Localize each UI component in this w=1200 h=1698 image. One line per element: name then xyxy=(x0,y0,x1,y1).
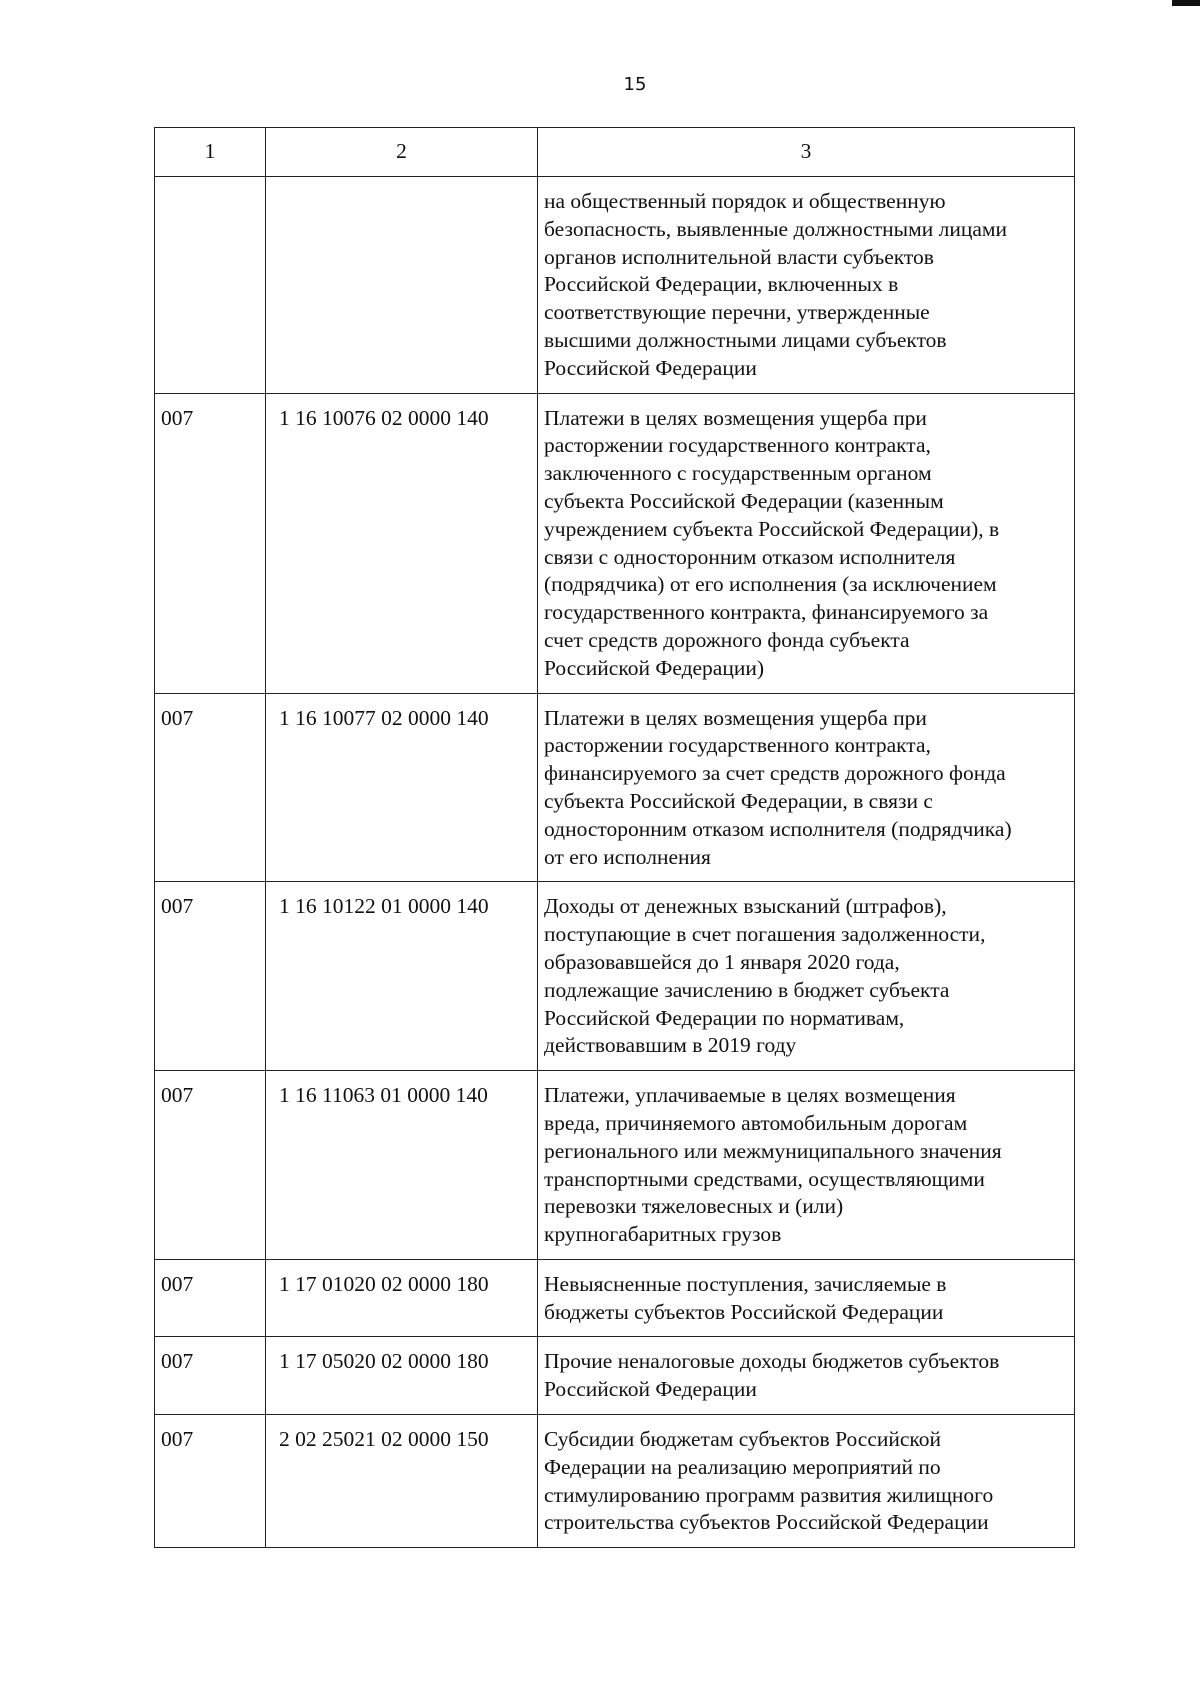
table-row xyxy=(155,1415,1075,1548)
description-cell xyxy=(538,882,1075,1071)
budget-code-cell: 1 16 10076 02 0000 140 xyxy=(266,393,538,693)
description-text: Невыясненные поступления, зачисляемые в бюджеты субъектов Российской Федерации xyxy=(544,1271,947,1324)
table-header-row xyxy=(155,128,1075,177)
description-text: на общественный порядок и общественную безопасность, выявленные должностными лицами органов исполнительной власти субъектов Российской Федерации, включенных в соответствующие перечни, утвержденные высшими должностными лицами субъектов Российской Федерации xyxy=(544,189,1008,380)
column-header-3: 3 xyxy=(538,128,1075,177)
description-cell xyxy=(538,393,1075,693)
description-cell xyxy=(538,1259,1075,1337)
description-cell xyxy=(538,1071,1075,1260)
admin-code-cell: 007 xyxy=(155,1259,266,1337)
page-number: 15 xyxy=(623,74,647,95)
description-text: Доходы от денежных взысканий (штрафов), поступающие в счет погашения задолженности, образовавшейся до 1 января 2020 года, подлежащие зачислению в бюджет субъекта Российской Федерации по нормативам, действовавшим в 2019 году xyxy=(544,894,986,1058)
table-row xyxy=(155,1337,1075,1415)
table-row xyxy=(155,1071,1075,1260)
budget-code-cell xyxy=(266,177,538,394)
description-cell xyxy=(538,693,1075,882)
admin-code-cell: 007 xyxy=(155,1337,266,1415)
description-text: Платежи в целях возмещения ущерба при расторжении государственного контракта, заключенного с государственным органом субъекта Российской Федерации (казенным учреждением субъекта Российской Федерации), в связи с односторонним отказом исполнителя (подрядчика) от его исполнения (за исключением государственного контракта, финансируемого за счет средств дорожного фонда субъекта Российской Федерации) xyxy=(544,405,1000,680)
budget-code-cell: 1 16 10122 01 0000 140 xyxy=(266,882,538,1071)
scan-corner-mark xyxy=(1172,0,1200,6)
admin-code-cell xyxy=(155,177,266,394)
admin-code-cell: 007 xyxy=(155,693,266,882)
revenue-codes-table xyxy=(154,127,1075,1548)
description-text: Платежи в целях возмещения ущерба при расторжении государственного контракта, финансируемого за счет средств дорожного фонда субъекта Российской Федерации, в связи с односторонним отказом исполнителя (подрядчика) от его исполнения xyxy=(544,705,1012,869)
budget-code-cell: 1 17 05020 02 0000 180 xyxy=(266,1337,538,1415)
description-text: Субсидии бюджетам субъектов Российской Федерации на реализацию мероприятий по стимулированию программ развития жилищного строительства субъектов Российской Федерации xyxy=(544,1427,994,1535)
column-header-2: 2 xyxy=(266,128,538,177)
table-row xyxy=(155,882,1075,1071)
description-cell xyxy=(538,1337,1075,1415)
admin-code-cell: 007 xyxy=(155,1415,266,1548)
description-text: Прочие неналоговые доходы бюджетов субъектов Российской Федерации xyxy=(544,1349,1000,1402)
budget-code-cell: 1 16 11063 01 0000 140 xyxy=(266,1071,538,1260)
table-row xyxy=(155,393,1075,693)
budget-code-cell: 1 17 01020 02 0000 180 xyxy=(266,1259,538,1337)
description-text: Платежи, уплачиваемые в целях возмещения вреда, причиняемого автомобильным дорогам регионального или межмуниципального значения транспортными средствами, осуществляющими перевозки тяжеловесных и (или) крупногабаритных грузов xyxy=(544,1083,1002,1247)
admin-code-cell: 007 xyxy=(155,882,266,1071)
table-row xyxy=(155,1259,1075,1337)
column-header-1: 1 xyxy=(155,128,266,177)
table-row xyxy=(155,177,1075,394)
description-cell xyxy=(538,177,1075,394)
table-row xyxy=(155,693,1075,882)
admin-code-cell: 007 xyxy=(155,393,266,693)
budget-code-cell: 2 02 25021 02 0000 150 xyxy=(266,1415,538,1548)
admin-code-cell: 007 xyxy=(155,1071,266,1260)
description-cell xyxy=(538,1415,1075,1548)
budget-code-cell: 1 16 10077 02 0000 140 xyxy=(266,693,538,882)
